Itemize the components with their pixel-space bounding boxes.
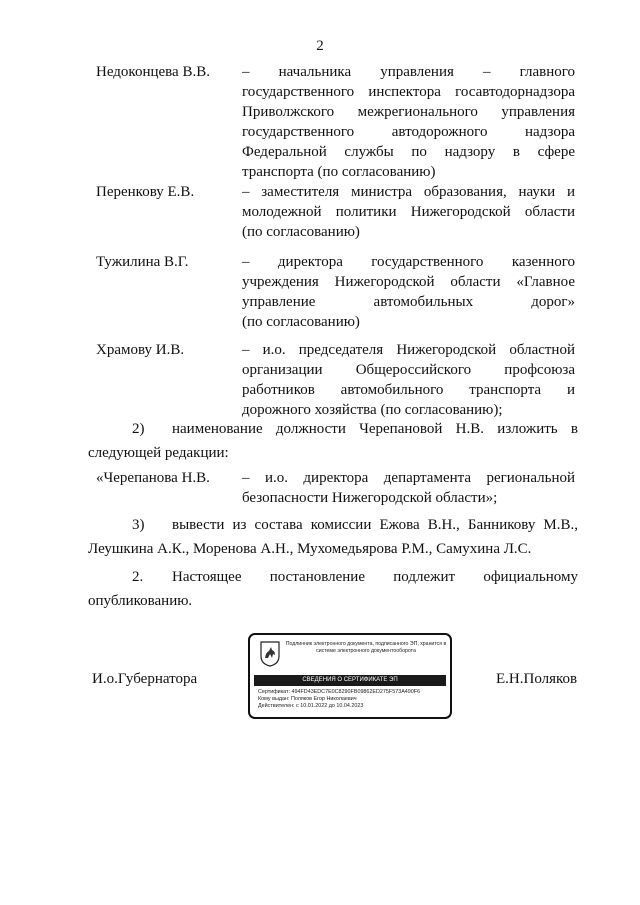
position-line: транспорта (по согласованию) — [242, 164, 436, 180]
member-name: Недоконцева В.В. — [96, 64, 210, 80]
position-line: Приволжского межрегионального управления — [242, 104, 575, 120]
stamp-notice: Подлинник электронного документа, подписанного ЭП, хранится в системе электронного документооборота — [285, 641, 447, 654]
position-line: организации Общероссийского профсоюза — [242, 362, 575, 378]
position-line: – и.о. директора департамента региональной — [242, 470, 575, 486]
position-line: дорожного хозяйства (по согласованию); — [242, 402, 503, 418]
member-position — [242, 62, 575, 182]
item-2-paragraph — [88, 419, 578, 463]
item-number: 2) — [132, 421, 145, 437]
position-line: – начальника управления – главного — [242, 64, 575, 80]
stamp-details — [258, 689, 446, 710]
member-position — [242, 182, 575, 242]
page-number: 2 — [316, 38, 324, 54]
position-line: (по согласованию) — [242, 314, 360, 330]
member-name: «Черепанова Н.В. — [96, 470, 210, 486]
position-line: управление автомобильных дорог» — [242, 294, 575, 310]
signatory-name: Е.Н.Поляков — [496, 671, 578, 687]
position-line: молодежной политики Нижегородской области — [242, 204, 575, 220]
paragraph-line: наименование должности Черепановой Н.В. изложить в — [172, 421, 578, 437]
member-name: Перенкову Е.В. — [96, 184, 195, 200]
stamp-valid: Действителен: с 10.01.2022 до 10.04.2023 — [258, 703, 364, 709]
member-position — [242, 252, 575, 332]
coat-of-arms-icon — [260, 641, 280, 667]
paragraph-line: вывести из состава комиссии Ежова В.Н., Банникову М.В., — [172, 517, 578, 533]
position-line: (по согласованию) — [242, 224, 360, 240]
member-name: Храмову И.В. — [96, 342, 185, 358]
point-number: 2. — [132, 569, 144, 585]
position-line: безопасности Нижегородской области»; — [242, 490, 498, 506]
position-line: – и.о. председателя Нижегородской областной — [242, 342, 575, 358]
signatory-title: И.о.Губернатора — [92, 671, 198, 687]
member-position — [242, 468, 575, 508]
position-line: государственного инспектора госавтодорнадзора — [242, 84, 575, 100]
item-number: 3) — [132, 517, 145, 533]
member-name: Тужилина В.Г. — [96, 254, 189, 270]
position-line: – директора государственного казенного — [242, 254, 575, 270]
stamp-issued-to: Кому выдан: Поляков Егор Николаевич — [258, 696, 357, 702]
stamp-header: СВЕДЕНИЯ О СЕРТИФИКАТЕ ЭП — [254, 675, 446, 686]
paragraph-line: Настоящее постановление подлежит официальному — [172, 569, 578, 585]
position-line: – заместителя министра образования, науки и — [242, 184, 575, 200]
stamp-certificate: Сертификат: 494FD43EDC7E0C8290FB09862ED275F573A490F6 — [258, 689, 421, 695]
paragraph-line: опубликованию. — [88, 593, 193, 609]
member-position — [242, 340, 575, 420]
paragraph-line: Леушкина А.К., Моренова А.Н., Мухомедьярова Р.М., Самухина Л.С. — [88, 541, 532, 557]
paragraph-line: следующей редакции: — [88, 445, 229, 461]
item-3-paragraph — [88, 515, 578, 559]
position-line: Федеральной службы по надзору в сфере — [242, 144, 575, 160]
position-line: учреждения Нижегородской области «Главное — [242, 274, 575, 290]
point-2-paragraph — [88, 567, 578, 611]
position-line: работников автомобильного транспорта и — [242, 382, 575, 398]
position-line: государственного автодорожного надзора — [242, 124, 575, 140]
e-signature-stamp — [248, 633, 452, 719]
